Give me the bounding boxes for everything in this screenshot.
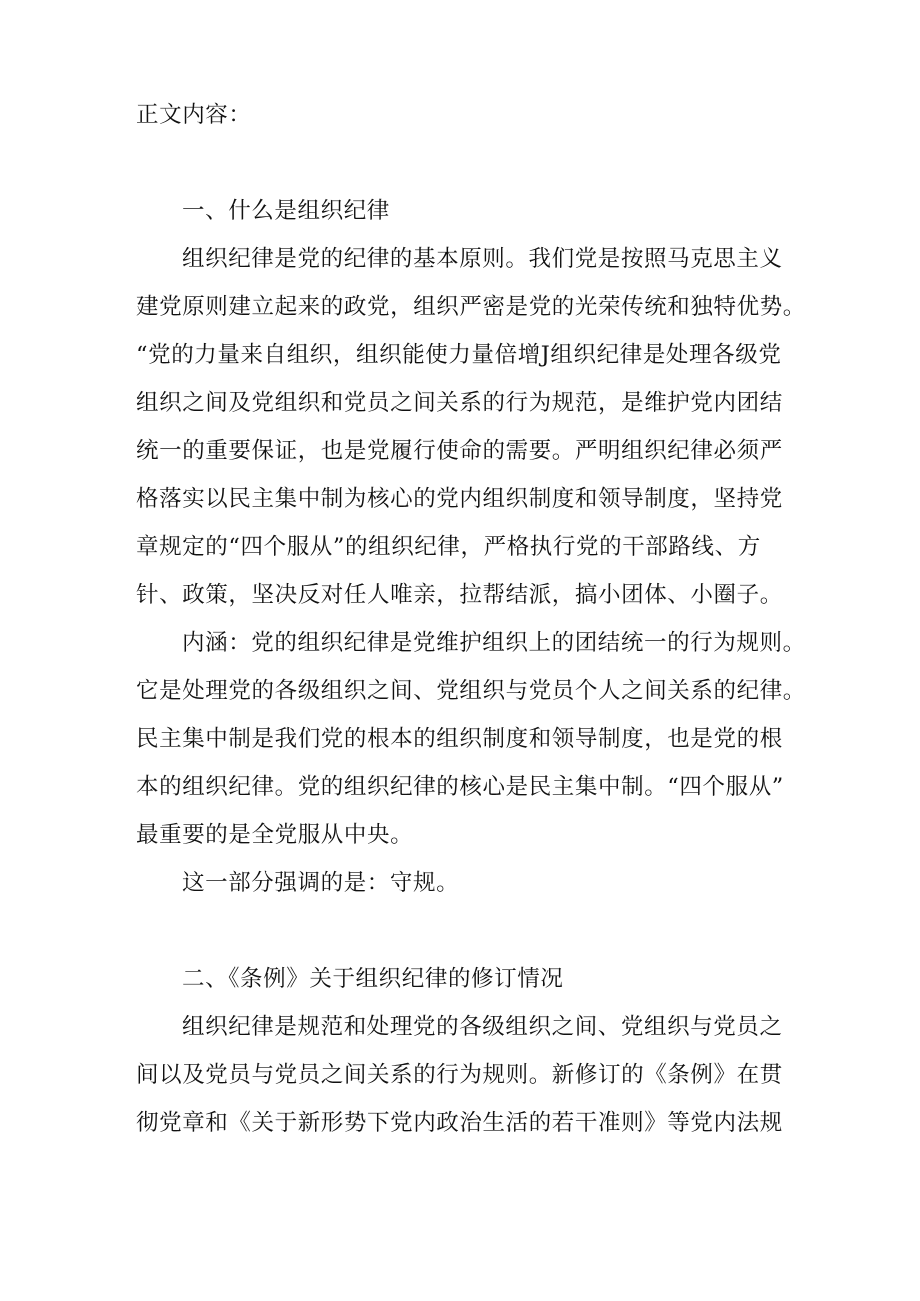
paragraph-line: 格落实以民主集中制为核心的党内组织制度和领导制度，坚持党 bbox=[136, 486, 783, 512]
paragraph-line: 组织纪律是党的纪律的基本原则。我们党是按照马克思主义 bbox=[182, 246, 783, 272]
section-1-heading: 一、什么是组织纪律 bbox=[182, 198, 390, 224]
paragraph-line: 针、政策，坚决反对任人唯亲，拉帮结派，搞小团体、小圈子。 bbox=[136, 582, 783, 608]
paragraph-line: 组织纪律是规范和处理党的各级组织之间、党组织与党员之 bbox=[182, 1014, 783, 1040]
paragraph-line: 章规定的“四个服从”的组织纪律，严格执行党的干部路线、方 bbox=[136, 534, 761, 560]
document-label: 正文内容： bbox=[136, 102, 252, 128]
paragraph-line: 民主集中制是我们党的根本的组织制度和领导制度，也是党的根 bbox=[136, 726, 783, 752]
paragraph-line: 建党原则建立起来的政党，组织严密是党的光荣传统和独特优势。 bbox=[136, 294, 806, 320]
paragraph-line: 组织之间及党组织和党员之间关系的行为规范，是维护党内团结 bbox=[136, 390, 783, 416]
paragraph-line: 这一部分强调的是：守规。 bbox=[182, 870, 460, 896]
paragraph-line: 最重要的是全党服从中央。 bbox=[136, 822, 414, 848]
section-2-heading: 二、《条例》关于组织纪律的修订情况 bbox=[182, 966, 564, 992]
paragraph-line: “党的力量来自组织，组织能使力量倍增J组织纪律是处理各级党 bbox=[136, 342, 782, 368]
paragraph-line: 间以及党员与党员之间关系的行为规则。新修订的《条例》在贯 bbox=[136, 1062, 783, 1088]
paragraph-line: 它是处理党的各级组织之间、党组织与党员个人之间关系的纪律。 bbox=[136, 678, 806, 704]
paragraph-line: 内涵：党的组织纪律是党维护组织上的团结统一的行为规则。 bbox=[182, 630, 806, 656]
paragraph-line: 本的组织纪律。党的组织纪律的核心是民主集中制。“四个服从” bbox=[136, 774, 784, 800]
paragraph-line: 统一的重要保证，也是党履行使命的需要。严明组织纪律必须严 bbox=[136, 438, 783, 464]
paragraph-line: 彻党章和《关于新形势下党内政治生活的若干准则》等党内法规 bbox=[136, 1110, 783, 1136]
